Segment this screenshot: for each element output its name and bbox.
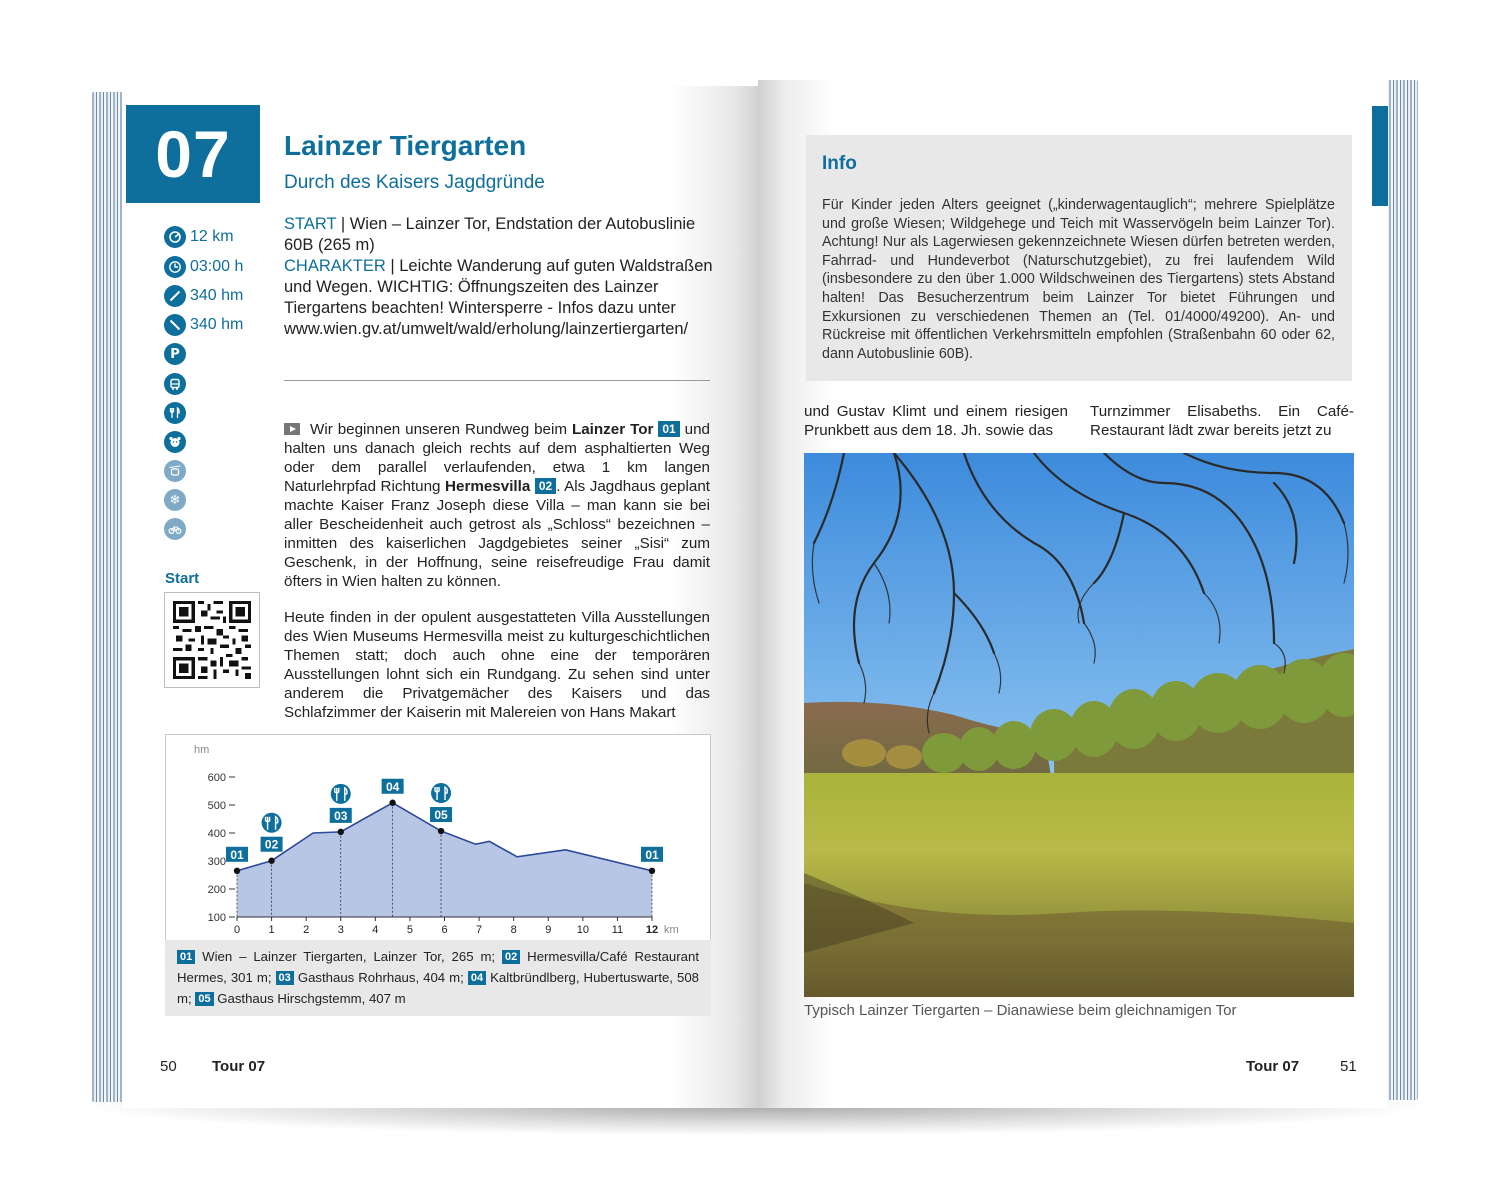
profile-legend <box>165 940 711 1016</box>
stat-ascent-value: 340 hm <box>190 287 244 304</box>
y-tick-label: 100 <box>207 912 226 924</box>
x-tick-label: 5 <box>406 924 413 936</box>
facts-divider <box>284 380 710 381</box>
waypoint-badge: 02 <box>535 478 556 494</box>
stat-distance-value: 12 km <box>190 228 234 245</box>
start-label: Start <box>165 570 200 587</box>
x-tick-label: 11 <box>611 924 624 936</box>
x-tick-label: 9 <box>545 924 552 936</box>
stat-duration <box>164 256 243 278</box>
body-paragraph-1 <box>284 420 710 591</box>
waypoint-name-lainzer-tor: Lainzer Tor <box>571 421 654 438</box>
waypoint-name-hermesvilla: Hermesvilla <box>445 478 531 495</box>
waypoint-marker <box>268 858 274 864</box>
page-edges-left <box>92 92 126 1102</box>
feature-restaurant <box>164 402 186 424</box>
facts-character-text: | Leichte Wanderung auf guten Waldstraßen und Wegen. WICHTIG: Öffnungszeiten des Lainzer Tiergartens beachten! Wintersperre - Infos dazu unter www.wien.gv.at/umwelt/wald/erholung/lainzertiergarten/ <box>284 257 713 338</box>
info-text: Für Kinder jeden Alters geeignet („kinderwagentauglich“; mehrere Spielplätze und große Wiesen; Wildgehege und Teich mit Wasservögeln beim Lainzer Tor). Achtung! Nur als Lagerwiesen gekennzeichnete Wiesen dürfen betreten werden, Fahrrad- und Hundeverbot (Naturschutzgebiet), zu frei laufendem Wild (insbesondere zu den über 1.000 Wildschweinen des Tiergartens) stets Abstand halten! Das Besucherzentrum beim Lainzer Tor bietet Führungen und Exkursionen zu verschiedenen Themen an (Tel. 01/4000/49200). An- und Rückreise mit öffentlichen Verkehrsmitteln empfohlen (Straßenbahn 60 oder 62, dann Autobuslinie 60B). <box>822 197 1335 362</box>
x-tick-label: 12 <box>645 924 659 936</box>
restaurant-icon <box>331 784 351 804</box>
descent-icon <box>164 314 186 336</box>
legend-item: Hermesvilla/Café Restaurant Hermes, 301 m; <box>177 949 699 985</box>
parking-icon: P <box>164 343 186 365</box>
y-tick-label: 200 <box>207 884 226 896</box>
para1-text-1: Wir beginnen unseren Rundweg beim <box>310 421 572 438</box>
body-column-1: und Gustav Klimt und einem riesigen Prunkbett aus dem 18. Jh. sowie das <box>804 403 1068 439</box>
stat-distance <box>164 226 234 248</box>
child-friendly-icon <box>164 431 186 453</box>
x-tick-label: 0 <box>233 924 241 936</box>
page-number-right: 51 <box>1340 1058 1357 1075</box>
waypoint-badge: 01 <box>658 421 679 437</box>
clock-icon <box>164 256 186 278</box>
play-icon <box>284 423 300 435</box>
waypoint-badge: 05 <box>195 992 213 1006</box>
tour-title: Lainzer Tiergarten <box>284 130 527 161</box>
y-tick-label: 600 <box>207 772 226 784</box>
right-page <box>758 80 1388 1108</box>
left-page <box>122 86 758 1108</box>
tour-number-box: 07 <box>126 105 260 203</box>
info-box <box>806 135 1352 381</box>
tour-facts <box>284 214 714 340</box>
facts-character-label: CHARAKTER <box>284 257 386 275</box>
restaurant-icon <box>164 402 186 424</box>
x-tick-label: 1 <box>268 924 275 936</box>
qr-code-image <box>173 601 251 679</box>
waypoint-badge: 01 <box>177 950 195 964</box>
info-title: Info <box>822 153 857 174</box>
facts-start-text: | Wien – Lainzer Tor, Endstation der Autobuslinie 60B (265 m) <box>284 215 696 254</box>
waypoint-label: 05 <box>434 808 448 823</box>
page-edges-right <box>1384 80 1418 1100</box>
waypoint-label: 01 <box>230 847 244 862</box>
feature-parking <box>164 343 186 365</box>
waypoint-marker <box>234 868 240 874</box>
x-tick-label: 6 <box>441 924 448 936</box>
distance-icon <box>164 226 186 248</box>
running-footer-left: Tour 07 <box>212 1058 266 1075</box>
x-tick-label: 8 <box>510 924 517 936</box>
waypoint-marker <box>438 828 444 834</box>
waypoint-label: 02 <box>264 837 279 852</box>
bicycle-icon <box>164 518 186 540</box>
body-paragraph-2: Heute finden in der opulent ausgestatteten Villa Ausstellungen des Wien Museums Hermesvilla meist zu kulturgeschichtlichen Themen statt; doch auch ohne eine der temporären Ausstellungen lohnt sich ein Rundgang. Zu sehen sind unter anderem die Privatgemächer des Kaisers und das Schlafzimmer der Kaiserin mit Malereien von Hans Makart <box>284 609 710 721</box>
waypoint-marker <box>649 868 655 874</box>
y-tick-label: 300 <box>207 856 226 868</box>
legend-item: Gasthaus Hirschgstemm, 407 m <box>213 991 406 1006</box>
running-footer-right: Tour 07 <box>1246 1058 1300 1075</box>
start-qr-code[interactable] <box>164 592 260 688</box>
tour-subtitle: Durch des Kaisers Jagdgründe <box>284 172 545 193</box>
waypoint-marker <box>338 829 344 835</box>
stat-duration-value: 03:00 h <box>190 258 244 275</box>
x-tick-label: 3 <box>337 924 344 936</box>
y-tick-label: 400 <box>207 828 226 840</box>
para1-text-3: . Als Jagdhaus geplant machte Kaiser Franz Joseph diese Villa – man kann sie bei aller Bescheidenheit auch getrost als „Schloss“ bezeichnen – inmitten des kaiserlichen Jagdgebietes seiner „Sisi“ zum Geschenk, in der Hoffnung, seine reisefreudige Frau damit öfters in Wien halten zu können. <box>284 478 710 590</box>
legend-item: Kaltbründlberg, Hubertuswarte, 508 m; <box>177 970 699 1006</box>
feature-bus <box>164 373 186 395</box>
elevation-chart <box>166 735 710 941</box>
waypoint-label: 04 <box>385 779 400 794</box>
waypoint-label: 03 <box>334 808 348 823</box>
y-tick-label: 500 <box>207 800 226 812</box>
feature-cable-car <box>164 460 186 482</box>
winter-icon: ❄ <box>164 489 186 511</box>
feature-winter <box>164 489 186 511</box>
restaurant-icon <box>262 813 282 833</box>
para1-text-2: und halten uns danach gleich rechts auf dem asphaltierten Weg oder dem parallel verlaufenden, etwa 1 km langen Naturlehrpfad Richtung <box>284 421 710 495</box>
legend-item: Wien – Lainzer Tiergarten, Lainzer Tor, 265 m; <box>195 949 503 964</box>
x-tick-label: 7 <box>476 924 483 936</box>
landscape-photo <box>804 453 1354 997</box>
facts-start-label: START <box>284 215 337 233</box>
page-number-left: 50 <box>160 1058 177 1075</box>
legend-item: Gasthaus Rohrhaus, 404 m; <box>293 970 468 985</box>
photo-meadow-trees <box>804 453 1354 997</box>
stat-ascent <box>164 285 243 307</box>
waypoint-badge: 04 <box>468 971 486 985</box>
restaurant-icon <box>431 783 451 803</box>
photo-caption: Typisch Lainzer Tiergarten – Dianawiese beim gleichnamigen Tor <box>804 1002 1237 1019</box>
ascent-icon <box>164 285 186 307</box>
y-axis-label: hm <box>194 744 210 756</box>
thumb-tab <box>1372 106 1388 206</box>
waypoint-marker <box>389 800 395 806</box>
waypoint-badge: 03 <box>276 971 294 985</box>
x-tick-label: 2 <box>303 924 310 936</box>
body-column-2: Turnzimmer Elisabeths. Ein Café-Restaurant lädt zwar bereits jetzt zu <box>1090 403 1354 439</box>
x-tick-label: 10 <box>576 924 589 936</box>
waypoint-badge: 02 <box>502 950 520 964</box>
feature-bicycle <box>164 518 186 540</box>
feature-child-friendly <box>164 431 186 453</box>
bus-icon <box>164 373 186 395</box>
x-tick-label: 4 <box>372 924 379 936</box>
stat-descent-value: 340 hm <box>190 316 244 333</box>
x-axis-label: km <box>664 924 679 936</box>
waypoint-label: 01 <box>645 847 659 862</box>
stat-descent <box>164 314 243 336</box>
cable-car-icon <box>164 460 186 482</box>
